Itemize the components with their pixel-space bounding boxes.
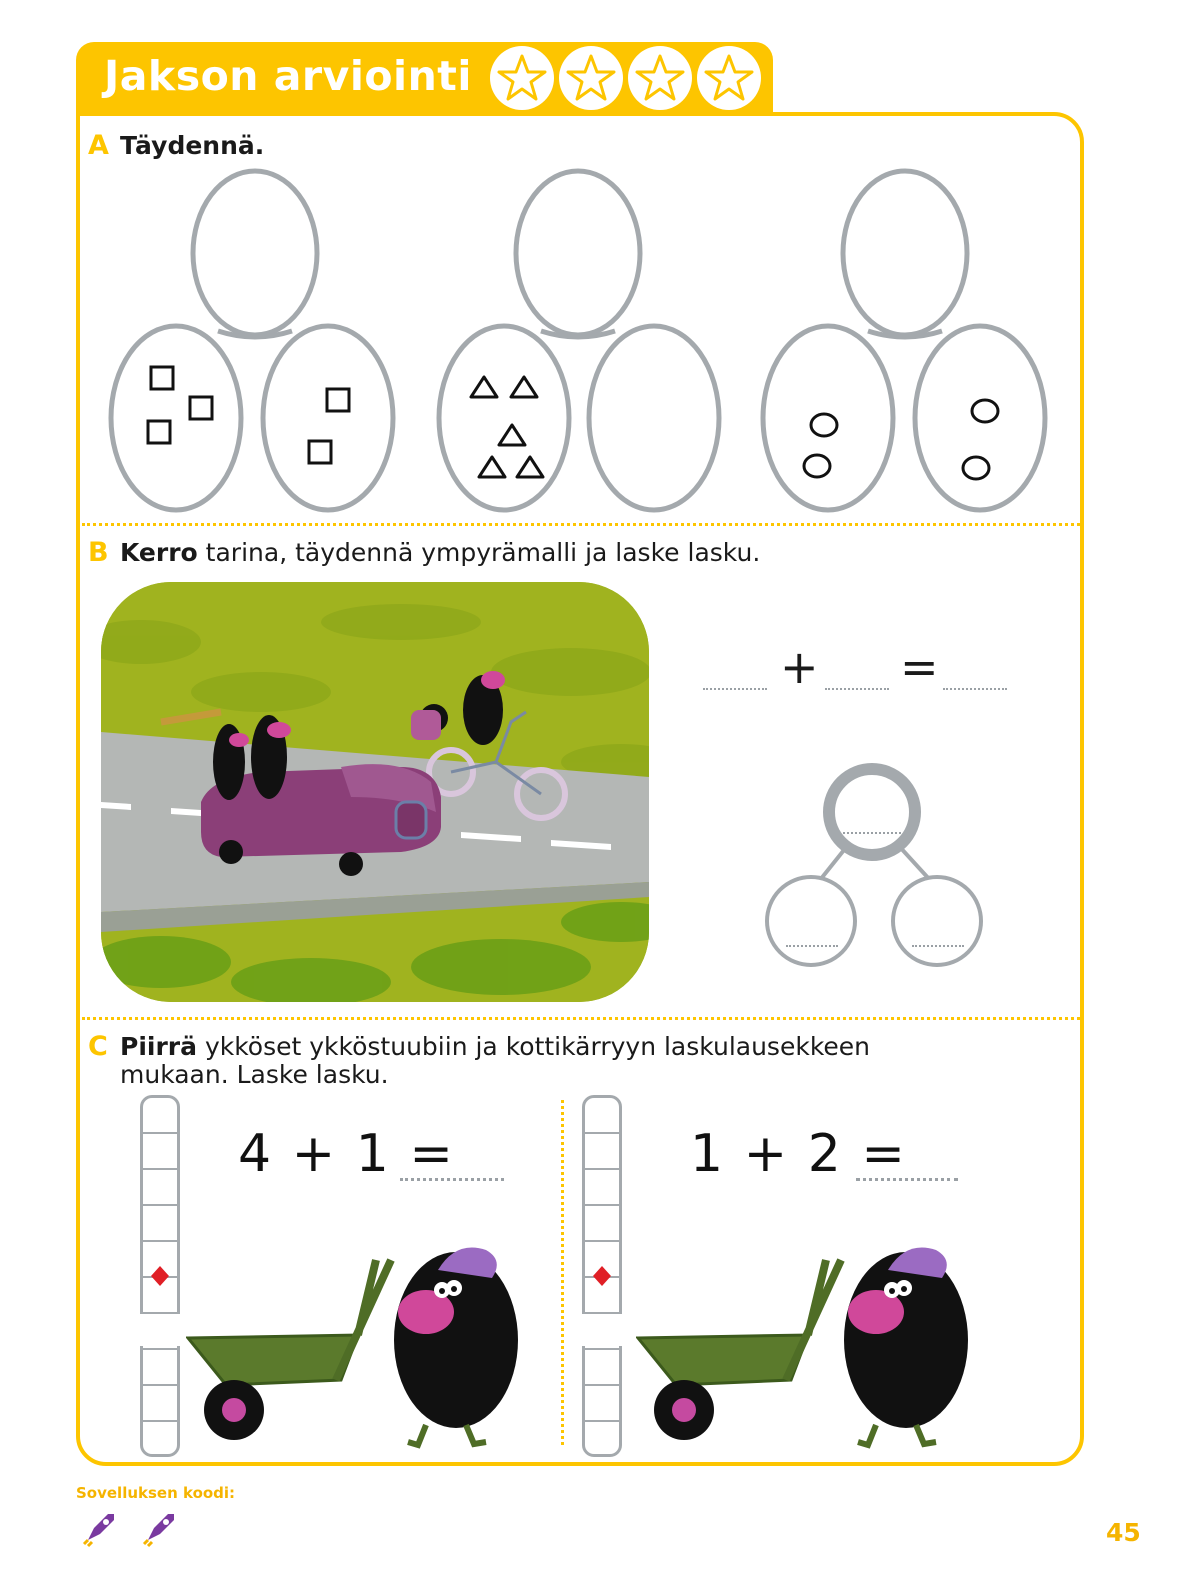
section-c-instruction-bold: Piirrä	[120, 1032, 197, 1061]
exercise-separator	[561, 1100, 564, 1445]
wheelbarrow-character-1	[186, 1230, 526, 1460]
addend-2-blank[interactable]	[825, 688, 889, 690]
wheelbarrow-character-2	[636, 1230, 976, 1460]
page-number: 45	[1106, 1518, 1141, 1547]
answer-1-blank[interactable]	[400, 1178, 504, 1181]
star-icon	[697, 46, 761, 110]
star-icon	[559, 46, 623, 110]
section-divider	[82, 1017, 1080, 1020]
part-1-blank[interactable]	[786, 945, 838, 947]
equals-sign: =	[900, 640, 939, 694]
circle-model	[760, 755, 990, 970]
answer-2-blank[interactable]	[856, 1178, 958, 1181]
part-whole-model-2	[428, 165, 728, 515]
section-c-instruction	[120, 1032, 870, 1061]
section-b-letter: B	[88, 537, 109, 568]
app-code-label: Sovelluksen koodi:	[76, 1484, 236, 1502]
addend-1-blank[interactable]	[703, 688, 767, 690]
section-a-letter: A	[88, 130, 109, 161]
section-c-instruction-line2: mukaan. Laske lasku.	[120, 1060, 389, 1089]
part-whole-model-3	[752, 165, 1052, 515]
sum-blank[interactable]	[943, 688, 1007, 690]
diamond-marker-icon	[593, 1266, 611, 1290]
rocket-icon[interactable]	[80, 1508, 120, 1552]
expression-2: 1 + 2 =	[690, 1124, 907, 1184]
expression-1: 4 + 1 =	[238, 1124, 455, 1184]
section-b-instruction-rest: tarina, täydennä ympyrämalli ja laske lasku.	[197, 538, 761, 567]
rocket-icon[interactable]	[140, 1508, 180, 1552]
section-b-instruction-bold: Kerro	[120, 538, 198, 567]
section-c-letter: C	[88, 1031, 108, 1062]
whole-blank[interactable]	[843, 832, 901, 834]
star-icon	[628, 46, 692, 110]
section-c-instruction-rest: ykköset ykköstuubiin ja kottikärryyn laskulausekkeen	[197, 1032, 871, 1061]
story-illustration	[101, 582, 649, 1002]
part-2-blank[interactable]	[912, 945, 964, 947]
page-title: Jakson arviointi	[104, 52, 472, 100]
plus-sign: +	[780, 640, 819, 694]
diamond-marker-icon	[151, 1266, 169, 1290]
section-divider	[82, 523, 1080, 526]
part-whole-model-1	[100, 165, 400, 515]
star-icon	[490, 46, 554, 110]
section-b-instruction	[120, 538, 760, 567]
section-a-instruction: Täydennä.	[120, 131, 265, 160]
